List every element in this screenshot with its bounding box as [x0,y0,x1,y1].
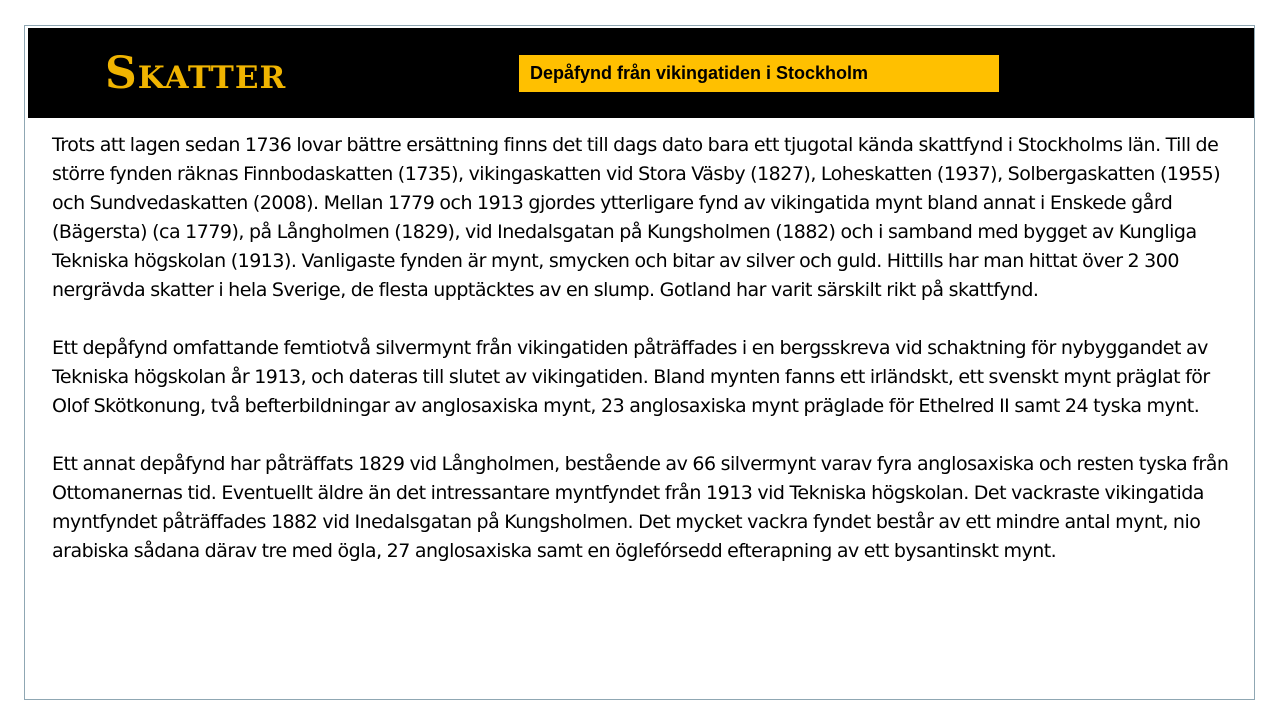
paragraph-3: Ett annat depåfynd har påträffats 1829 vid Långholmen, bestående av 66 silvermynt varav fyra anglosaxiska och resten tyska från Ottomanernas tid. Eventuellt äldre än det intressantare myntfyndet från 1913 vid Tekniska högskolan. Det vackraste vikingatida myntfyndet påträffades 1882 vid Inedalsgatan på Kungsholmen. Det mycket vackra fyndet består av ett mindre antal mynt, nio arabiska sådana därav tre med ögla, 27 anglosaxiska samt en öglefórsedd efterapning av ett bysantinskt mynt. [52,453,1229,562]
paragraph-2: Ett depåfynd omfattande femtiotvå silvermynt från vikingatiden påträffades i en bergsskreva vid schaktning för nybyggandet av Tekniska högskolan år 1913, och dateras till slutet av vikingatiden. Bland mynten fanns ett irländskt, ett svenskt mynt präglat för Olof Skötkonung, två befterbildningar av anglosaxiska mynt, 23 anglosaxiska mynt präglade för Ethelred II samt 24 tyska mynt. [52,337,1210,417]
page-title: Skatter [105,48,287,99]
subtitle-badge: Depåfynd från vikingatiden i Stockholm [519,55,999,92]
paragraph-1: Trots att lagen sedan 1736 lovar bättre ersättning finns det till dags dato bara ett tjugotal kända skattfynd i Stockholms län. Till de större fynden räknas Finnbodaskatten (1735), vikingaskatten vid Stora Väsby (1827), Loheskatten (1937), Solbergaskatten (1955) och Sundvedaskatten (2008). Mellan 1779 och 1913 gjordes ytterligare fynd av vikingatida mynt bland annat i Enskede gård (Bägersta) (ca 1779), på Långholmen (1829), vid Inedalsgatan på Kungsholmen (1882) och i samband med bygget av Kungliga Tekniska högskolan (1913). Vanligaste fynden är mynt, smycken och bitar av silver och guld. Hittills har man hittat över 2 300 nergrävda skatter i hela Sverige, de flesta upptäcktes av en slump. Gotland har varit särskilt rikt på skattfynd. [52,134,1221,301]
body-text [52,131,1237,595]
